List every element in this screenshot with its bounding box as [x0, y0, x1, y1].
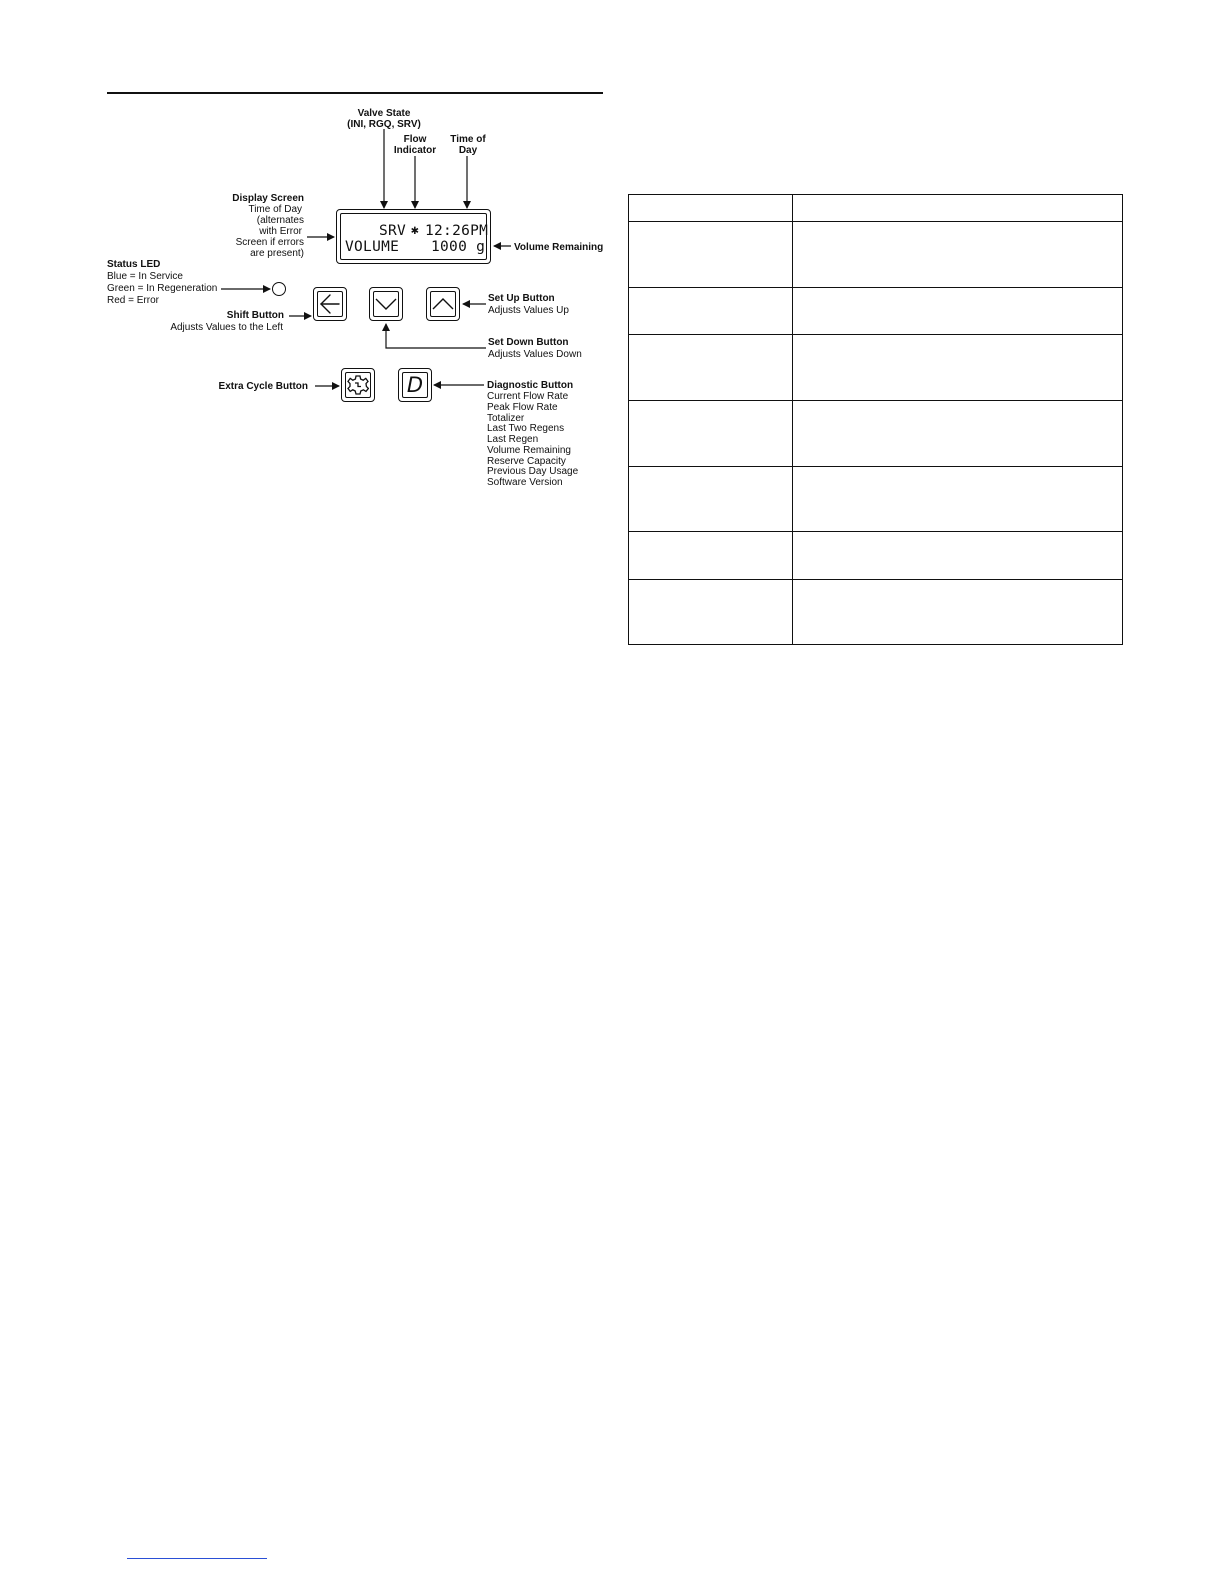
- status-led-indicator: [272, 282, 286, 296]
- arrow-left-icon: [318, 293, 342, 315]
- valve-state-codes: (INI, RGQ, SRV): [347, 119, 421, 130]
- shift-button-desc: Adjusts Values to the Left: [170, 322, 283, 333]
- volume-remaining-label: Volume Remaining: [514, 242, 604, 253]
- diagnostic-button-label: Diagnostic Button: [487, 380, 574, 391]
- lcd-volume-label: VOLUME: [345, 239, 400, 255]
- set-down-button[interactable]: [369, 287, 403, 321]
- time-of-day-label-1: Time of: [450, 134, 486, 145]
- set-up-button[interactable]: [426, 287, 460, 321]
- lcd-display: [336, 209, 491, 264]
- status-led-red: Red = Error: [107, 295, 159, 306]
- status-led-green: Green = In Regeneration: [107, 283, 218, 294]
- shift-button-label: Shift Button: [226, 310, 284, 321]
- set-down-button-desc: Adjusts Values Down: [488, 349, 582, 360]
- lcd-volume-value: 1000 g: [431, 239, 486, 255]
- table-row: [629, 532, 1123, 580]
- table-cell: [792, 195, 1122, 222]
- table-row: [629, 288, 1123, 335]
- chevron-down-icon: [374, 294, 398, 314]
- table-row: [629, 580, 1123, 645]
- time-of-day-label-2: Day: [458, 145, 478, 156]
- table-cell: [792, 532, 1122, 580]
- table-cell: [629, 580, 793, 645]
- table-row: [629, 401, 1123, 467]
- reference-table: [628, 194, 1123, 645]
- flow-indicator-label-2: Indicator: [393, 145, 437, 156]
- extra-cycle-button[interactable]: [341, 368, 375, 402]
- diagnostic-item: Last Regen: [487, 434, 539, 445]
- table-cell: [792, 580, 1122, 645]
- table-cell: [629, 532, 793, 580]
- diagnostic-key-letter: D: [406, 372, 424, 397]
- table-row: [629, 467, 1123, 532]
- table-cell: [629, 222, 793, 288]
- display-screen-label: Display Screen: [232, 193, 304, 204]
- lcd-valve-state: SRV: [379, 223, 407, 239]
- set-down-button-label: Set Down Button: [488, 337, 569, 348]
- set-up-button-desc: Adjusts Values Up: [488, 305, 569, 316]
- table-cell: [792, 222, 1122, 288]
- display-screen-note-3: with Error: [259, 226, 302, 237]
- extra-cycle-button-label: Extra Cycle Button: [218, 381, 308, 392]
- footer-link-underline[interactable]: [127, 1558, 267, 1559]
- diagnostic-item: Reserve Capacity: [487, 456, 566, 467]
- chevron-up-icon: [431, 294, 455, 314]
- table-cell: [792, 467, 1122, 532]
- display-screen-note-5: are present): [250, 248, 304, 259]
- diagnostic-item: Current Flow Rate: [487, 391, 569, 402]
- valve-state-label: Valve State: [357, 108, 411, 119]
- shift-button[interactable]: [313, 287, 347, 321]
- flow-indicator-label-1: Flow: [403, 134, 427, 145]
- lcd-time: 12:26PM: [425, 223, 489, 239]
- table-cell: [792, 335, 1122, 401]
- status-led-blue: Blue = In Service: [107, 271, 183, 282]
- table-cell: [629, 467, 793, 532]
- set-up-button-label: Set Up Button: [488, 293, 555, 304]
- table-row: [629, 335, 1123, 401]
- diagnostic-item: Totalizer: [487, 413, 525, 424]
- diagnostic-item: Volume Remaining: [487, 445, 571, 456]
- set-down-button-arrow: [386, 324, 486, 348]
- table-row: [629, 222, 1123, 288]
- flow-indicator-icon: ✱: [411, 223, 420, 238]
- table-cell: [629, 288, 793, 335]
- gear-icon: [347, 374, 369, 396]
- diagnostic-button[interactable]: [398, 368, 432, 402]
- diagnostic-item: Software Version: [487, 477, 563, 488]
- lcd-screen: [340, 213, 487, 260]
- status-led-label: Status LED: [107, 259, 161, 270]
- diagnostic-item: Last Two Regens: [487, 423, 565, 434]
- display-screen-note-1: Time of Day: [248, 204, 302, 215]
- table-cell: [792, 288, 1122, 335]
- table-cell: [629, 335, 793, 401]
- display-screen-note-2: (alternates: [256, 215, 304, 226]
- table-cell: [629, 401, 793, 467]
- table-header-row: [629, 195, 1123, 222]
- diagnostic-item: Previous Day Usage: [487, 466, 579, 477]
- display-screen-note-4: Screen if errors: [235, 237, 304, 248]
- table-cell: [629, 195, 793, 222]
- table-cell: [792, 401, 1122, 467]
- diagnostic-item: Peak Flow Rate: [487, 402, 558, 413]
